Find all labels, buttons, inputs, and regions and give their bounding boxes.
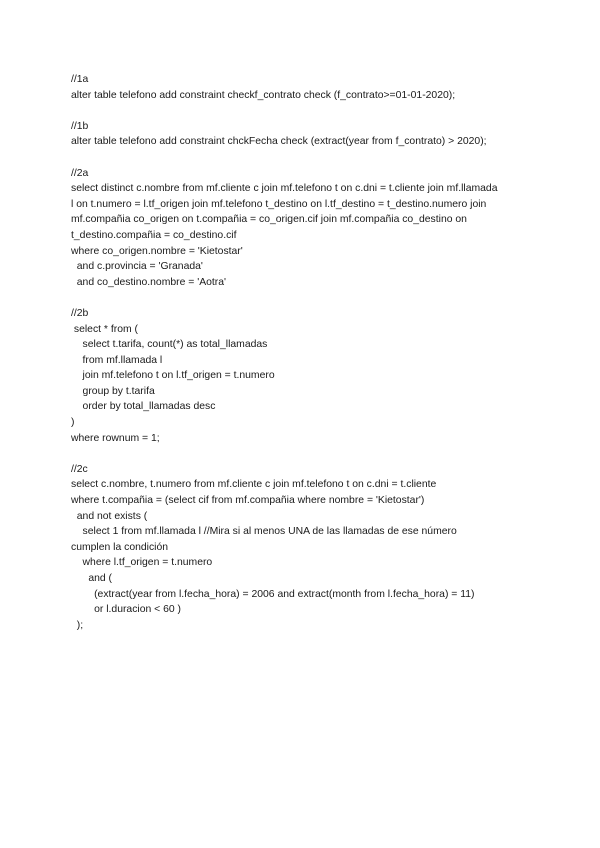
sql-line: select 1 from mf.llamada l //Mira si al menos UNA de las llamadas de ese número xyxy=(71,526,457,538)
section-spacer xyxy=(71,446,541,462)
sql-line: l on t.numero = l.tf_origen join mf.telefono t_destino on l.tf_destino = t_destino.numero join xyxy=(71,198,487,210)
sql-document-body xyxy=(71,72,541,633)
sql-line: ); xyxy=(71,619,84,631)
sql-line: select c.nombre, t.numero from mf.cliente c join mf.telefono t on c.dni = t.cliente xyxy=(71,479,437,491)
exercise-heading: //1b xyxy=(71,120,89,132)
sql-line: where t.compañia = (select cif from mf.compañia where nombre = 'Kietostar') xyxy=(71,495,425,507)
exercise-heading: //2b xyxy=(71,307,89,319)
sql-line: and ( xyxy=(71,573,113,584)
sql-line: select t.tarifa, count(*) as total_llamadas xyxy=(71,339,268,351)
sql-line: where co_origen.nombre = 'Kietostar' xyxy=(71,245,243,257)
sql-line: where rownum = 1; xyxy=(71,432,160,444)
sql-line: select * from ( xyxy=(71,323,138,335)
sql-line: cumplen la condición xyxy=(71,541,169,553)
sql-line: group by t.tarifa xyxy=(71,385,155,397)
sql-line: order by total_llamadas desc xyxy=(71,401,216,413)
exercise-section xyxy=(71,72,541,103)
sql-line: where l.tf_origen = t.numero xyxy=(71,557,213,569)
sql-line: join mf.telefono t on l.tf_origen = t.numero xyxy=(71,370,275,382)
exercise-heading: //2a xyxy=(71,167,89,179)
exercise-section xyxy=(71,119,541,150)
sql-line: from mf.llamada l xyxy=(71,354,163,366)
section-spacer xyxy=(71,150,541,166)
exercise-section xyxy=(71,306,541,446)
sql-line: or l.duracion < 60 ) xyxy=(71,604,182,616)
exercise-heading: //2c xyxy=(71,463,88,475)
sql-line: t_destino.compañia = co_destino.cif xyxy=(71,229,237,241)
sql-line: and co_destino.nombre = 'Aotra' xyxy=(71,276,227,288)
sql-line: alter table telefono add constraint checkf_contrato check (f_contrato>=01-01-2020); xyxy=(71,89,456,101)
sql-line: alter table telefono add constraint chckFecha check (extract(year from f_contrato) > 2020); xyxy=(71,136,487,148)
sql-line: and not exists ( xyxy=(71,510,148,522)
section-spacer xyxy=(71,290,541,306)
sql-line: and c.provincia = 'Granada' xyxy=(71,261,203,273)
exercise-section xyxy=(71,166,541,291)
section-spacer xyxy=(71,103,541,119)
sql-line: ) xyxy=(71,417,75,429)
exercise-section xyxy=(71,462,541,634)
sql-line: mf.compañia co_origen on t.compañia = co_origen.cif join mf.compañia co_destino on xyxy=(71,214,467,226)
sql-line: (extract(year from l.fecha_hora) = 2006 and extract(month from l.fecha_hora) = 11) xyxy=(71,588,475,600)
sql-line: select distinct c.nombre from mf.cliente c join mf.telefono t on c.dni = t.cliente join mf.llamada xyxy=(71,183,498,195)
exercise-heading: //1a xyxy=(71,74,89,85)
